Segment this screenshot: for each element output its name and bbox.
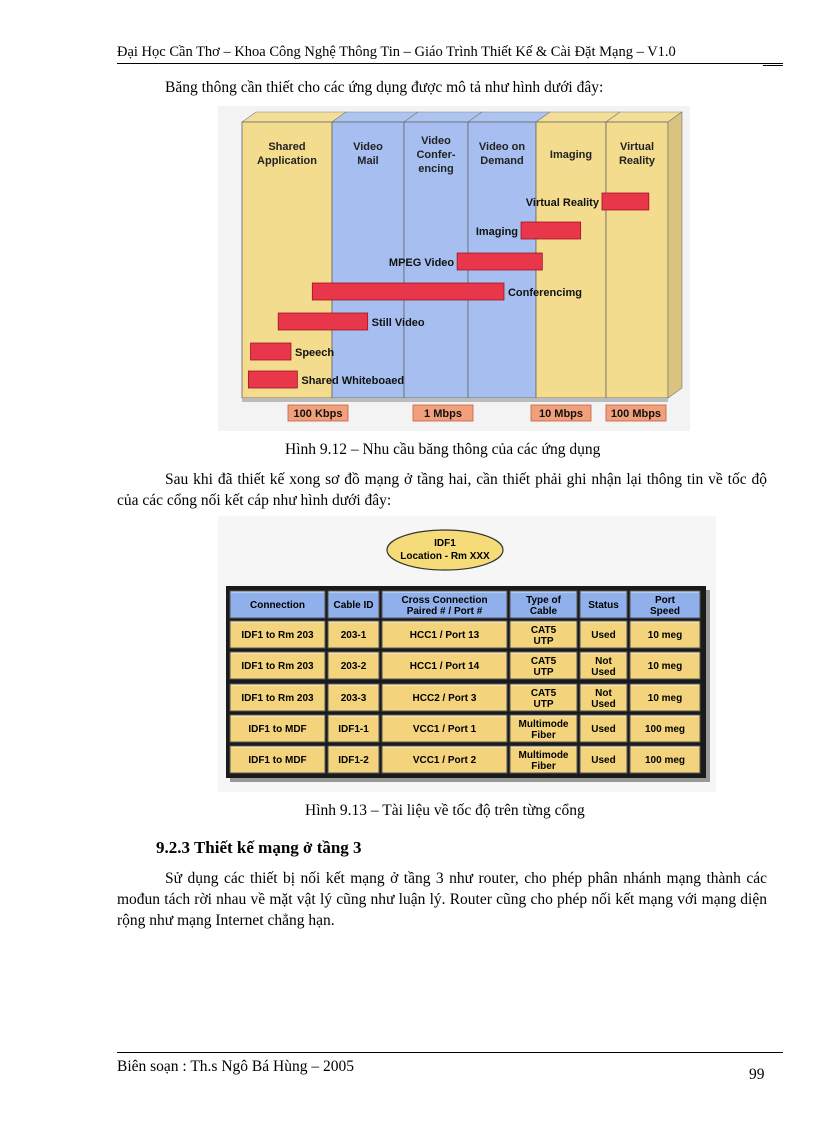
- column-label: Video on: [478, 141, 526, 153]
- chart-floor: [242, 398, 668, 402]
- table-cell-text: IDF1 to Rm 203: [241, 661, 314, 672]
- table-cell-text: HCC1 / Port 13: [409, 630, 480, 641]
- idf-oval-location: Location - Rm XXX: [400, 551, 490, 562]
- figure-bandwidth-chart: [218, 106, 690, 431]
- section-heading: 9.2.3 Thiết kế mạng ở tầng 3: [156, 838, 362, 857]
- table-header-cell-text: Paired # / Port #: [406, 606, 483, 617]
- table-header-cell-text: Type of: [526, 595, 561, 606]
- axis-label: 10 Mbps: [538, 408, 584, 420]
- app-bar: [602, 193, 649, 210]
- table-cell-text: Multimode: [518, 750, 569, 761]
- app-bar-label: Virtual Reality: [525, 197, 599, 209]
- column-label: Demand: [480, 155, 524, 167]
- table-cell-text: IDF1 to MDF: [248, 755, 307, 766]
- column-label: Mail: [357, 155, 379, 167]
- table-header-cell-text: Speed: [649, 606, 681, 617]
- table-cell-text: HCC2 / Port 3: [412, 693, 477, 704]
- table-cell-text: Fiber: [531, 761, 556, 772]
- table-cell-text: IDF1 to MDF: [248, 724, 307, 735]
- column-top-face: [332, 112, 418, 122]
- column-label: encing: [418, 163, 454, 175]
- table-cell-text: 203-1: [340, 630, 367, 641]
- app-bar-label: Shared Whiteboaed: [301, 375, 405, 387]
- app-bar: [251, 343, 291, 360]
- table-cell-text: 10 meg: [647, 693, 683, 704]
- figure2-caption: Hình 9.13 – Tài liệu về tốc độ trên từng cổng: [305, 802, 585, 819]
- column-label: Imaging: [549, 149, 593, 161]
- footer-author: Biên soạn : Th.s Ngô Bá Hùng – 2005: [117, 1058, 354, 1075]
- app-bar-label: Imaging: [475, 226, 519, 238]
- table-cell-text: CAT5: [530, 656, 557, 667]
- page-header: Đại Học Cần Thơ – Khoa Công Nghệ Thông Tin – Giáo Trình Thiết Kế & Cài Đặt Mạng – V1.0: [117, 44, 676, 60]
- column-header-band: [608, 124, 666, 182]
- table-header-cell-text: Status: [588, 600, 619, 611]
- axis-label: 100 Mbps: [610, 408, 662, 420]
- table-header-cell-text: Cross Connection: [401, 595, 488, 606]
- table-cell-text: IDF1-2: [338, 755, 369, 766]
- app-bar-label: Conferencimg: [507, 287, 582, 299]
- app-bar-label: Still Video: [371, 317, 425, 329]
- column-label: Video: [353, 141, 383, 153]
- column-top-face: [536, 112, 620, 122]
- table-cell-text: 100 meg: [644, 755, 686, 766]
- idf-oval: [387, 530, 503, 570]
- table-cell-text: CAT5: [530, 688, 557, 699]
- table-cell-text: CAT5: [530, 625, 557, 636]
- axis-label: 100 Kbps: [293, 408, 343, 420]
- figure-port-table: [218, 516, 716, 792]
- app-bar: [248, 371, 297, 388]
- column-header-band: [470, 124, 534, 182]
- table-cell-text: UTP: [533, 667, 554, 678]
- table-cell-text: Used: [591, 755, 616, 766]
- table-cell-text: 100 meg: [644, 724, 686, 735]
- table-cell-text: Used: [591, 724, 616, 735]
- column-label: Shared: [268, 141, 306, 153]
- bandwidth-chart-svg: [218, 106, 690, 431]
- header-rule-accent: [763, 65, 783, 66]
- table-header-cell-text: Port: [655, 595, 675, 606]
- table-cell-text: UTP: [533, 699, 554, 710]
- table-cell-text: 203-2: [340, 661, 367, 672]
- header-rule: [117, 63, 783, 64]
- page-number: 99: [749, 1066, 765, 1083]
- table-cell-text: 203-3: [340, 693, 367, 704]
- app-bar: [278, 313, 367, 330]
- table-cell-text: Used: [591, 667, 616, 678]
- table-header-cell-text: Cable: [529, 606, 558, 617]
- table-cell-text: VCC1 / Port 2: [412, 755, 477, 766]
- column-top-face: [242, 112, 346, 122]
- column-header-band: [244, 124, 330, 182]
- table-cell-text: UTP: [533, 636, 554, 647]
- table-cell-text: Multimode: [518, 719, 569, 730]
- table-cell-text: Not: [595, 688, 612, 699]
- app-bar: [312, 283, 504, 300]
- figure1-caption: Hình 9.12 – Nhu cầu băng thông của các ứng dụng: [285, 441, 601, 458]
- column-label: Application: [257, 155, 317, 167]
- app-bar: [457, 253, 542, 270]
- chart-side-face: [668, 112, 682, 398]
- table-cell-text: 10 meg: [647, 630, 683, 641]
- table-cell-text: VCC1 / Port 1: [412, 724, 477, 735]
- column-header-band: [334, 124, 402, 182]
- table-cell-text: Used: [591, 699, 616, 710]
- table-cell-text: 10 meg: [647, 661, 683, 672]
- axis-label: 1 Mbps: [424, 408, 462, 420]
- table-cell-text: IDF1-1: [338, 724, 369, 735]
- table-header-cell-text: Cable ID: [333, 600, 374, 611]
- table-cell-text: Not: [595, 656, 612, 667]
- app-bar-label: MPEG Video: [388, 257, 455, 269]
- idf-oval-title: IDF1: [434, 538, 456, 549]
- column-label: Confer-: [416, 149, 456, 161]
- app-bar: [521, 222, 581, 239]
- table-cell-text: HCC1 / Port 14: [409, 661, 480, 672]
- table-header-cell-text: Connection: [250, 600, 305, 611]
- paragraph-2: Sau khi đã thiết kế xong sơ đồ mạng ở tầng hai, cần thiết phải ghi nhận lại thông tin về tốc độ của các cổng nối kết cáp như hình dưới đây:: [117, 471, 767, 509]
- table-cell-text: Used: [591, 630, 616, 641]
- paragraph-3: Sử dụng các thiết bị nối kết mạng ở tầng 3 như router, cho phép phân nhánh mạng thành các mođun tách rời nhau về mặt vật lý cũng như luận lý. Router cũng cho phép nối kết mạng với mạng diện rộng như mạng Internet chẳng hạn.: [117, 870, 767, 929]
- table-cell-text: IDF1 to Rm 203: [241, 693, 314, 704]
- table-cell-text: IDF1 to Rm 203: [241, 630, 314, 641]
- intro-paragraph: Băng thông cần thiết cho các ứng dụng được mô tả như hình dưới đây:: [165, 79, 604, 96]
- table-cell-text: Fiber: [531, 730, 556, 741]
- column-label: Reality: [618, 155, 656, 167]
- app-bar-label: Speech: [294, 347, 335, 359]
- column-label: Virtual: [619, 141, 655, 153]
- port-table-svg: [218, 516, 716, 792]
- footer-rule: [117, 1052, 783, 1053]
- column-label: Video: [421, 135, 451, 147]
